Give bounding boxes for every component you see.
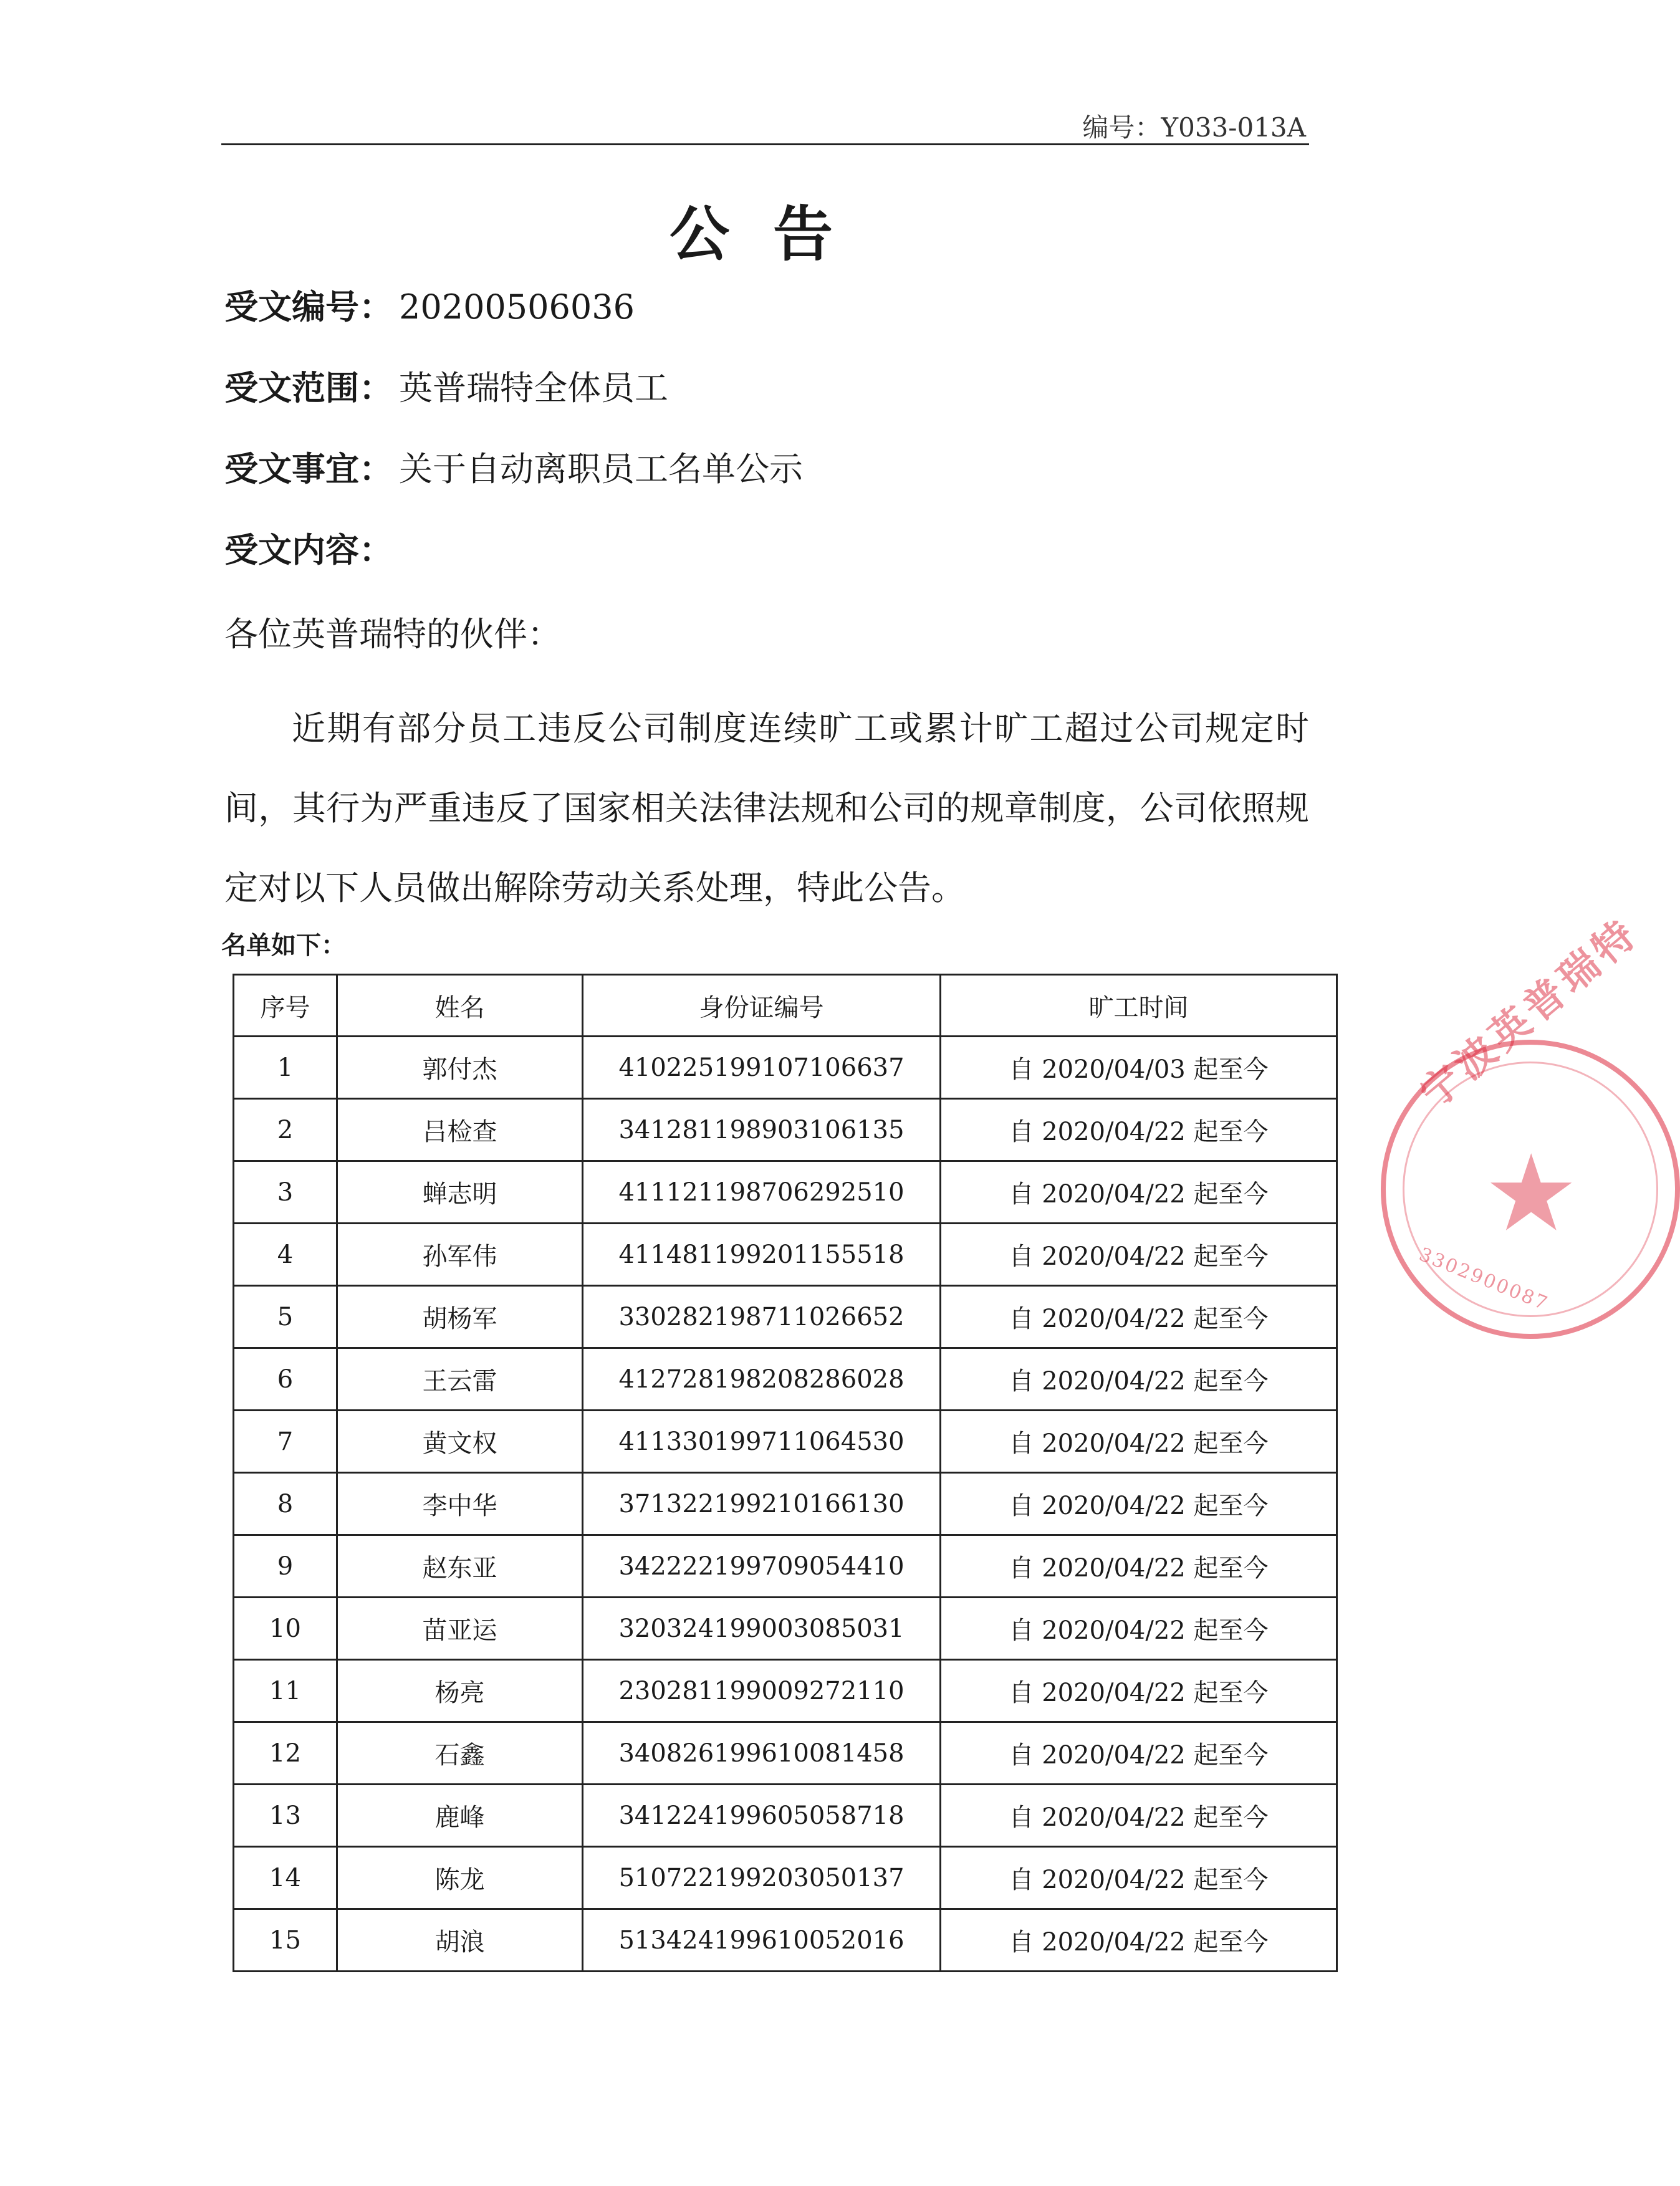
cell-absence-period: 自 2020/04/22 起至今	[941, 1348, 1337, 1411]
cell-index: 15	[234, 1909, 337, 1972]
header-rule	[221, 143, 1309, 145]
cell-id-number: 410225199107106637	[583, 1037, 941, 1099]
seal-star-icon: ★	[1484, 1132, 1579, 1255]
cell-id-number: 510722199203050137	[583, 1847, 941, 1909]
cell-name: 蝉志明	[337, 1161, 583, 1224]
field-value: 20200506036	[399, 287, 635, 327]
cell-absence-period: 自 2020/04/22 起至今	[941, 1161, 1337, 1224]
table-row	[234, 1348, 1337, 1411]
cell-id-number: 230281199009272110	[583, 1660, 941, 1722]
cell-name: 杨亮	[337, 1660, 583, 1722]
cell-index: 9	[234, 1535, 337, 1598]
cell-id-number: 342222199709054410	[583, 1535, 941, 1598]
cell-absence-period: 自 2020/04/22 起至今	[941, 1598, 1337, 1660]
cell-name: 苗亚运	[337, 1598, 583, 1660]
table-row	[234, 1473, 1337, 1535]
page-title: 公告	[670, 199, 876, 269]
table-row	[234, 1722, 1337, 1785]
field-subject	[224, 443, 803, 491]
cell-index: 8	[234, 1473, 337, 1535]
cell-name: 鹿峰	[337, 1785, 583, 1847]
cell-absence-period: 自 2020/04/22 起至今	[941, 1224, 1337, 1286]
table-row	[234, 1909, 1337, 1972]
list-heading: 名单如下：	[221, 931, 346, 960]
table-row	[234, 1161, 1337, 1224]
header-id-number: 身份证编号	[583, 975, 941, 1037]
table-row	[234, 1286, 1337, 1348]
cell-absence-period: 自 2020/04/22 起至今	[941, 1722, 1337, 1785]
cell-id-number: 340826199610081458	[583, 1722, 941, 1785]
header-absence-period: 旷工时间	[941, 975, 1337, 1037]
field-content	[224, 524, 399, 572]
greeting: 各位英普瑞特的伙伴：	[224, 615, 561, 654]
table-row	[234, 1037, 1337, 1099]
field-label: 受文内容：	[224, 530, 393, 570]
employee-table	[233, 974, 1338, 1972]
cell-id-number: 371322199210166130	[583, 1473, 941, 1535]
cell-name: 陈龙	[337, 1847, 583, 1909]
seal-code: 3302900087	[1416, 1243, 1552, 1316]
cell-index: 7	[234, 1411, 337, 1473]
cell-index: 6	[234, 1348, 337, 1411]
cell-absence-period: 自 2020/04/22 起至今	[941, 1847, 1337, 1909]
table-body	[234, 1037, 1337, 1972]
cell-name: 李中华	[337, 1473, 583, 1535]
table-row	[234, 1099, 1337, 1161]
table-row	[234, 1785, 1337, 1847]
cell-id-number: 341224199605058718	[583, 1785, 941, 1847]
cell-id-number: 513424199610052016	[583, 1909, 941, 1972]
table-row	[234, 1224, 1337, 1286]
field-value: 关于自动离职员工名单公示	[399, 449, 803, 489]
cell-id-number: 411121198706292510	[583, 1161, 941, 1224]
field-label: 受文事宜：	[224, 449, 393, 489]
table-row	[234, 1660, 1337, 1722]
cell-absence-period: 自 2020/04/22 起至今	[941, 1909, 1337, 1972]
cell-absence-period: 自 2020/04/22 起至今	[941, 1785, 1337, 1847]
body-paragraph: 近期有部分员工违反公司制度连续旷工或累计旷工超过公司规定时间，其行为严重违反了国家相关法律法规和公司的规章制度，公司依照规定对以下人员做出解除劳动关系处理，特此公告。	[224, 709, 1309, 908]
table-row	[234, 1598, 1337, 1660]
cell-index: 14	[234, 1847, 337, 1909]
cell-absence-period: 自 2020/04/22 起至今	[941, 1286, 1337, 1348]
cell-name: 赵东亚	[337, 1535, 583, 1598]
cell-id-number: 341281198903106135	[583, 1099, 941, 1161]
table-row	[234, 1411, 1337, 1473]
header-index: 序号	[234, 975, 337, 1037]
cell-name: 孙军伟	[337, 1224, 583, 1286]
cell-absence-period: 自 2020/04/22 起至今	[941, 1535, 1337, 1598]
cell-index: 12	[234, 1722, 337, 1785]
cell-index: 11	[234, 1660, 337, 1722]
table-row	[234, 1847, 1337, 1909]
header-name: 姓名	[337, 975, 583, 1037]
cell-name: 石鑫	[337, 1722, 583, 1785]
cell-index: 5	[234, 1286, 337, 1348]
cell-name: 胡浪	[337, 1909, 583, 1972]
table-row	[234, 1535, 1337, 1598]
cell-index: 13	[234, 1785, 337, 1847]
field-value: 英普瑞特全体员工	[399, 368, 668, 408]
cell-id-number: 411330199711064530	[583, 1411, 941, 1473]
cell-index: 4	[234, 1224, 337, 1286]
cell-absence-period: 自 2020/04/22 起至今	[941, 1099, 1337, 1161]
table-header-row	[234, 975, 1337, 1037]
field-label: 受文编号：	[224, 287, 393, 327]
field-label: 受文范围：	[224, 368, 393, 408]
cell-id-number: 412728198208286028	[583, 1348, 941, 1411]
cell-index: 2	[234, 1099, 337, 1161]
cell-index: 3	[234, 1161, 337, 1224]
document-number: 编号：Y033-013A	[1082, 112, 1306, 143]
cell-id-number: 330282198711026652	[583, 1286, 941, 1348]
field-doc-id	[224, 280, 635, 328]
field-scope	[224, 362, 668, 410]
cell-index: 1	[234, 1037, 337, 1099]
cell-absence-period: 自 2020/04/22 起至今	[941, 1473, 1337, 1535]
cell-absence-period: 自 2020/04/03 起至今	[941, 1037, 1337, 1099]
seal-text: 宁波英普瑞特	[1411, 909, 1648, 1118]
cell-name: 黄文权	[337, 1411, 583, 1473]
cell-name: 胡杨军	[337, 1286, 583, 1348]
cell-absence-period: 自 2020/04/22 起至今	[941, 1660, 1337, 1722]
cell-name: 吕检查	[337, 1099, 583, 1161]
cell-index: 10	[234, 1598, 337, 1660]
cell-name: 郭付杰	[337, 1037, 583, 1099]
cell-id-number: 411481199201155518	[583, 1224, 941, 1286]
cell-name: 王云雷	[337, 1348, 583, 1411]
cell-absence-period: 自 2020/04/22 起至今	[941, 1411, 1337, 1473]
cell-id-number: 320324199003085031	[583, 1598, 941, 1660]
